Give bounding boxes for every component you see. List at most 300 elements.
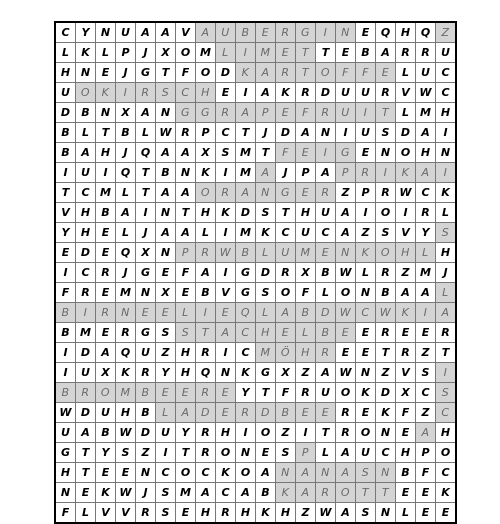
letter-cell[interactable]: V (216, 283, 236, 303)
letter-cell[interactable]: A (336, 203, 356, 223)
letter-cell[interactable]: G (196, 103, 216, 123)
letter-cell[interactable]: I (376, 163, 396, 183)
letter-cell[interactable]: R (216, 503, 236, 524)
letter-cell[interactable]: E (356, 403, 376, 423)
letter-cell[interactable]: H (296, 343, 316, 363)
letter-cell[interactable]: W (316, 503, 336, 524)
letter-cell[interactable]: E (216, 403, 236, 423)
letter-cell[interactable]: K (216, 203, 236, 223)
letter-cell[interactable]: U (436, 43, 457, 63)
letter-cell[interactable]: N (136, 283, 156, 303)
letter-cell[interactable]: I (55, 343, 76, 363)
letter-cell[interactable]: R (316, 183, 336, 203)
letter-cell[interactable]: P (336, 163, 356, 183)
letter-cell[interactable]: K (356, 243, 376, 263)
letter-cell[interactable]: A (276, 303, 296, 323)
letter-cell[interactable]: D (316, 83, 336, 103)
letter-cell[interactable]: L (316, 283, 336, 303)
letter-cell[interactable]: E (96, 283, 116, 303)
letter-cell[interactable]: Ö (276, 343, 296, 363)
letter-cell[interactable]: R (436, 323, 457, 343)
letter-cell[interactable]: K (216, 463, 236, 483)
letter-cell[interactable]: U (96, 403, 116, 423)
letter-cell[interactable]: S (436, 223, 457, 243)
letter-cell[interactable]: O (96, 383, 116, 403)
letter-cell[interactable]: B (55, 123, 76, 143)
letter-cell[interactable]: A (196, 483, 216, 503)
letter-cell[interactable]: B (316, 263, 336, 283)
letter-cell[interactable]: E (256, 443, 276, 463)
letter-cell[interactable]: K (256, 223, 276, 243)
letter-cell[interactable]: C (436, 403, 457, 423)
letter-cell[interactable]: P (196, 123, 216, 143)
letter-cell[interactable]: U (356, 443, 376, 463)
letter-cell[interactable]: E (356, 143, 376, 163)
letter-cell[interactable]: C (276, 223, 296, 243)
letter-cell[interactable]: T (256, 143, 276, 163)
letter-cell[interactable]: C (416, 183, 436, 203)
letter-cell[interactable]: N (356, 363, 376, 383)
letter-cell[interactable]: F (356, 63, 376, 83)
letter-cell[interactable]: R (276, 63, 296, 83)
letter-cell[interactable]: I (296, 423, 316, 443)
letter-cell[interactable]: I (416, 303, 436, 323)
letter-cell[interactable]: B (396, 463, 416, 483)
letter-cell[interactable]: C (216, 483, 236, 503)
letter-cell[interactable]: F (336, 63, 356, 83)
letter-cell[interactable]: C (76, 263, 96, 283)
letter-cell[interactable]: O (256, 423, 276, 443)
letter-cell[interactable]: J (116, 143, 136, 163)
letter-cell[interactable]: A (256, 463, 276, 483)
letter-cell[interactable]: B (196, 283, 216, 303)
letter-cell[interactable]: O (336, 283, 356, 303)
letter-cell[interactable]: F (55, 283, 76, 303)
letter-cell[interactable]: C (236, 323, 256, 343)
letter-cell[interactable]: M (256, 343, 276, 363)
letter-cell[interactable]: N (236, 443, 256, 463)
letter-cell[interactable]: S (156, 483, 176, 503)
letter-cell[interactable]: S (216, 143, 236, 163)
letter-cell[interactable]: C (416, 383, 436, 403)
letter-cell[interactable]: A (336, 503, 356, 524)
letter-cell[interactable]: S (116, 443, 136, 463)
letter-cell[interactable]: N (376, 423, 396, 443)
letter-cell[interactable]: R (136, 363, 156, 383)
letter-cell[interactable]: J (136, 223, 156, 243)
letter-cell[interactable]: L (116, 183, 136, 203)
letter-cell[interactable]: K (396, 163, 416, 183)
letter-cell[interactable]: V (176, 22, 196, 43)
letter-cell[interactable]: E (276, 43, 296, 63)
letter-cell[interactable]: S (376, 223, 396, 243)
letter-cell[interactable]: E (416, 483, 436, 503)
letter-cell[interactable]: E (396, 483, 416, 503)
letter-cell[interactable]: W (55, 403, 76, 423)
letter-cell[interactable]: S (256, 283, 276, 303)
letter-cell[interactable]: Q (116, 243, 136, 263)
letter-cell[interactable]: R (416, 203, 436, 223)
letter-cell[interactable]: I (436, 123, 457, 143)
letter-cell[interactable]: A (236, 103, 256, 123)
letter-cell[interactable]: F (416, 463, 436, 483)
letter-cell[interactable]: T (55, 183, 76, 203)
letter-cell[interactable]: F (296, 283, 316, 303)
letter-cell[interactable]: F (276, 143, 296, 163)
letter-cell[interactable]: J (276, 163, 296, 183)
letter-cell[interactable]: O (276, 283, 296, 303)
letter-cell[interactable]: J (136, 43, 156, 63)
letter-cell[interactable]: I (336, 123, 356, 143)
letter-cell[interactable]: B (76, 103, 96, 123)
letter-cell[interactable]: R (76, 383, 96, 403)
letter-cell[interactable]: E (336, 343, 356, 363)
letter-cell[interactable]: N (55, 483, 76, 503)
letter-cell[interactable]: G (336, 143, 356, 163)
letter-cell[interactable]: A (76, 423, 96, 443)
letter-cell[interactable]: E (76, 483, 96, 503)
letter-cell[interactable]: T (76, 463, 96, 483)
letter-cell[interactable]: F (276, 383, 296, 403)
letter-cell[interactable]: K (256, 503, 276, 524)
letter-cell[interactable]: T (136, 163, 156, 183)
letter-cell[interactable]: H (55, 63, 76, 83)
letter-cell[interactable]: S (256, 203, 276, 223)
letter-cell[interactable]: X (276, 363, 296, 383)
letter-cell[interactable]: L (396, 503, 416, 524)
letter-cell[interactable]: E (356, 22, 376, 43)
letter-cell[interactable]: N (116, 303, 136, 323)
letter-cell[interactable]: Z (296, 503, 316, 524)
letter-cell[interactable]: P (296, 163, 316, 183)
letter-cell[interactable]: L (256, 243, 276, 263)
letter-cell[interactable]: E (416, 503, 436, 524)
letter-cell[interactable]: B (116, 123, 136, 143)
letter-cell[interactable]: K (236, 363, 256, 383)
letter-cell[interactable]: N (376, 143, 396, 163)
letter-cell[interactable]: Y (176, 423, 196, 443)
letter-cell[interactable]: G (256, 363, 276, 383)
letter-cell[interactable]: V (396, 223, 416, 243)
letter-cell[interactable]: K (96, 83, 116, 103)
letter-cell[interactable]: F (396, 403, 416, 423)
letter-cell[interactable]: O (76, 83, 96, 103)
letter-cell[interactable]: M (416, 263, 436, 283)
letter-cell[interactable]: R (176, 123, 196, 143)
letter-cell[interactable]: A (316, 363, 336, 383)
letter-cell[interactable]: A (216, 323, 236, 343)
letter-cell[interactable]: U (76, 163, 96, 183)
letter-cell[interactable]: U (296, 223, 316, 243)
letter-cell[interactable]: E (176, 503, 196, 524)
letter-cell[interactable]: H (256, 323, 276, 343)
letter-cell[interactable]: U (416, 63, 436, 83)
letter-cell[interactable]: X (156, 283, 176, 303)
letter-cell[interactable]: R (336, 423, 356, 443)
letter-cell[interactable]: H (436, 243, 457, 263)
letter-cell[interactable]: M (96, 183, 116, 203)
letter-cell[interactable]: V (96, 503, 116, 524)
letter-cell[interactable]: A (396, 283, 416, 303)
letter-cell[interactable]: L (436, 283, 457, 303)
letter-cell[interactable]: E (216, 83, 236, 103)
letter-cell[interactable]: E (156, 383, 176, 403)
letter-cell[interactable]: U (55, 423, 76, 443)
letter-cell[interactable]: N (376, 463, 396, 483)
letter-cell[interactable]: A (436, 303, 457, 323)
letter-cell[interactable]: B (156, 163, 176, 183)
letter-cell[interactable]: C (76, 183, 96, 203)
letter-cell[interactable]: I (55, 263, 76, 283)
letter-cell[interactable]: C (376, 443, 396, 463)
letter-cell[interactable]: B (55, 303, 76, 323)
letter-cell[interactable]: L (316, 443, 336, 463)
letter-cell[interactable]: T (96, 123, 116, 143)
letter-cell[interactable]: Q (196, 363, 216, 383)
letter-cell[interactable]: I (55, 163, 76, 183)
letter-cell[interactable]: Z (136, 443, 156, 463)
letter-cell[interactable]: E (296, 143, 316, 163)
letter-cell[interactable]: R (316, 483, 336, 503)
letter-cell[interactable]: T (376, 483, 396, 503)
letter-cell[interactable]: X (296, 263, 316, 283)
letter-cell[interactable]: H (276, 503, 296, 524)
letter-cell[interactable]: A (336, 463, 356, 483)
letter-cell[interactable]: K (276, 83, 296, 103)
letter-cell[interactable]: O (376, 203, 396, 223)
letter-cell[interactable]: U (136, 343, 156, 363)
letter-cell[interactable]: Y (416, 223, 436, 243)
letter-cell[interactable]: K (236, 63, 256, 83)
letter-cell[interactable]: K (196, 163, 216, 183)
letter-cell[interactable]: D (196, 403, 216, 423)
letter-cell[interactable]: D (236, 203, 256, 223)
letter-cell[interactable]: E (96, 63, 116, 83)
letter-cell[interactable]: T (356, 483, 376, 503)
letter-cell[interactable]: M (296, 243, 316, 263)
letter-cell[interactable]: I (436, 363, 457, 383)
letter-cell[interactable]: J (256, 123, 276, 143)
letter-cell[interactable]: Z (416, 403, 436, 423)
letter-cell[interactable]: T (156, 63, 176, 83)
letter-cell[interactable]: E (256, 22, 276, 43)
letter-cell[interactable]: S (156, 83, 176, 103)
letter-cell[interactable]: A (316, 163, 336, 183)
letter-cell[interactable]: N (76, 63, 96, 83)
letter-cell[interactable]: I (136, 203, 156, 223)
letter-cell[interactable]: R (316, 103, 336, 123)
letter-cell[interactable]: E (396, 423, 416, 443)
letter-cell[interactable]: I (316, 143, 336, 163)
letter-cell[interactable]: X (156, 43, 176, 63)
letter-cell[interactable]: D (396, 123, 416, 143)
letter-cell[interactable]: A (96, 343, 116, 363)
letter-cell[interactable]: E (55, 243, 76, 263)
letter-cell[interactable]: N (436, 143, 457, 163)
letter-cell[interactable]: R (136, 503, 156, 524)
letter-cell[interactable]: O (436, 443, 457, 463)
letter-cell[interactable]: O (216, 443, 236, 463)
letter-cell[interactable]: P (176, 243, 196, 263)
letter-cell[interactable]: L (116, 223, 136, 243)
letter-cell[interactable]: N (256, 183, 276, 203)
letter-cell[interactable]: R (396, 343, 416, 363)
letter-cell[interactable]: K (376, 403, 396, 423)
letter-cell[interactable]: J (436, 263, 457, 283)
letter-cell[interactable]: O (196, 183, 216, 203)
letter-cell[interactable]: B (376, 283, 396, 303)
letter-cell[interactable]: G (276, 183, 296, 203)
letter-cell[interactable]: N (336, 243, 356, 263)
letter-cell[interactable]: L (216, 43, 236, 63)
letter-cell[interactable]: E (296, 183, 316, 203)
letter-cell[interactable]: H (55, 463, 76, 483)
letter-cell[interactable]: I (356, 103, 376, 123)
letter-cell[interactable]: L (176, 303, 196, 323)
letter-cell[interactable]: K (436, 183, 457, 203)
letter-cell[interactable]: Q (236, 303, 256, 323)
letter-cell[interactable]: E (216, 303, 236, 323)
letter-cell[interactable]: T (316, 423, 336, 443)
letter-cell[interactable]: H (96, 143, 116, 163)
letter-cell[interactable]: D (136, 423, 156, 443)
letter-cell[interactable]: A (156, 143, 176, 163)
letter-cell[interactable]: S (276, 443, 296, 463)
letter-cell[interactable]: T (296, 63, 316, 83)
letter-cell[interactable]: I (76, 303, 96, 323)
letter-cell[interactable]: R (196, 243, 216, 263)
letter-cell[interactable]: F (55, 503, 76, 524)
letter-cell[interactable]: A (116, 203, 136, 223)
letter-cell[interactable]: T (296, 43, 316, 63)
letter-cell[interactable]: W (336, 263, 356, 283)
letter-cell[interactable]: A (156, 22, 176, 43)
letter-cell[interactable]: R (416, 43, 436, 63)
letter-cell[interactable]: R (136, 83, 156, 103)
letter-cell[interactable]: O (176, 463, 196, 483)
letter-cell[interactable]: C (176, 83, 196, 103)
letter-cell[interactable]: I (196, 303, 216, 323)
letter-cell[interactable]: O (316, 63, 336, 83)
letter-cell[interactable]: K (96, 483, 116, 503)
letter-cell[interactable]: N (96, 22, 116, 43)
letter-cell[interactable]: D (376, 383, 396, 403)
letter-cell[interactable]: U (336, 83, 356, 103)
letter-cell[interactable]: T (276, 203, 296, 223)
letter-cell[interactable]: U (336, 103, 356, 123)
letter-cell[interactable]: C (55, 22, 76, 43)
letter-cell[interactable]: K (276, 483, 296, 503)
letter-cell[interactable]: P (416, 443, 436, 463)
letter-cell[interactable]: E (176, 283, 196, 303)
letter-cell[interactable]: L (96, 43, 116, 63)
letter-cell[interactable]: Z (376, 363, 396, 383)
letter-cell[interactable]: N (176, 163, 196, 183)
letter-cell[interactable]: K (436, 483, 457, 503)
letter-cell[interactable]: T (376, 103, 396, 123)
letter-cell[interactable]: W (116, 483, 136, 503)
letter-cell[interactable]: W (336, 363, 356, 383)
letter-cell[interactable]: H (76, 223, 96, 243)
letter-cell[interactable]: B (136, 383, 156, 403)
letter-cell[interactable]: E (376, 63, 396, 83)
letter-cell[interactable]: E (96, 463, 116, 483)
letter-cell[interactable]: I (156, 443, 176, 463)
letter-cell[interactable]: K (396, 303, 416, 323)
letter-cell[interactable]: H (196, 203, 216, 223)
letter-cell[interactable]: H (396, 243, 416, 263)
letter-cell[interactable]: T (196, 323, 216, 343)
letter-cell[interactable]: D (216, 63, 236, 83)
letter-cell[interactable]: E (356, 323, 376, 343)
letter-cell[interactable]: D (55, 103, 76, 123)
letter-cell[interactable]: O (336, 483, 356, 503)
letter-cell[interactable]: S (356, 503, 376, 524)
letter-cell[interactable]: N (316, 123, 336, 143)
letter-cell[interactable]: R (196, 443, 216, 463)
letter-cell[interactable]: E (296, 403, 316, 423)
letter-cell[interactable]: U (116, 22, 136, 43)
letter-cell[interactable]: R (336, 403, 356, 423)
letter-cell[interactable]: F (296, 103, 316, 123)
letter-cell[interactable]: P (116, 43, 136, 63)
letter-cell[interactable]: O (196, 63, 216, 83)
letter-cell[interactable]: T (236, 123, 256, 143)
letter-cell[interactable]: U (316, 383, 336, 403)
letter-cell[interactable]: I (236, 43, 256, 63)
letter-cell[interactable]: Z (396, 263, 416, 283)
letter-cell[interactable]: O (236, 463, 256, 483)
letter-cell[interactable]: H (76, 203, 96, 223)
letter-cell[interactable]: I (216, 163, 236, 183)
letter-cell[interactable]: A (176, 143, 196, 163)
letter-cell[interactable]: L (396, 63, 416, 83)
letter-cell[interactable]: O (396, 143, 416, 163)
letter-cell[interactable]: B (276, 403, 296, 423)
letter-cell[interactable]: N (276, 463, 296, 483)
letter-cell[interactable]: O (356, 423, 376, 443)
letter-cell[interactable]: R (196, 383, 216, 403)
letter-cell[interactable]: W (216, 243, 236, 263)
letter-cell[interactable]: F (176, 63, 196, 83)
letter-cell[interactable]: G (136, 63, 156, 83)
letter-cell[interactable]: C (356, 303, 376, 323)
letter-cell[interactable]: E (436, 503, 457, 524)
letter-cell[interactable]: I (216, 223, 236, 243)
letter-cell[interactable]: N (336, 22, 356, 43)
letter-cell[interactable]: H (176, 363, 196, 383)
letter-cell[interactable]: M (176, 483, 196, 503)
letter-cell[interactable]: T (376, 343, 396, 363)
letter-cell[interactable]: N (96, 103, 116, 123)
letter-cell[interactable]: B (96, 423, 116, 443)
letter-cell[interactable]: N (156, 203, 176, 223)
letter-cell[interactable]: L (55, 43, 76, 63)
letter-cell[interactable]: Y (55, 223, 76, 243)
letter-cell[interactable]: Z (276, 423, 296, 443)
letter-cell[interactable]: Y (96, 443, 116, 463)
letter-cell[interactable]: V (396, 83, 416, 103)
letter-cell[interactable]: A (296, 123, 316, 143)
letter-cell[interactable]: R (196, 423, 216, 443)
letter-cell[interactable]: P (356, 183, 376, 203)
letter-cell[interactable]: A (176, 403, 196, 423)
letter-cell[interactable]: H (396, 22, 416, 43)
letter-cell[interactable]: S (156, 503, 176, 524)
letter-cell[interactable]: D (256, 403, 276, 423)
letter-cell[interactable]: T (136, 183, 156, 203)
letter-cell[interactable]: L (416, 243, 436, 263)
